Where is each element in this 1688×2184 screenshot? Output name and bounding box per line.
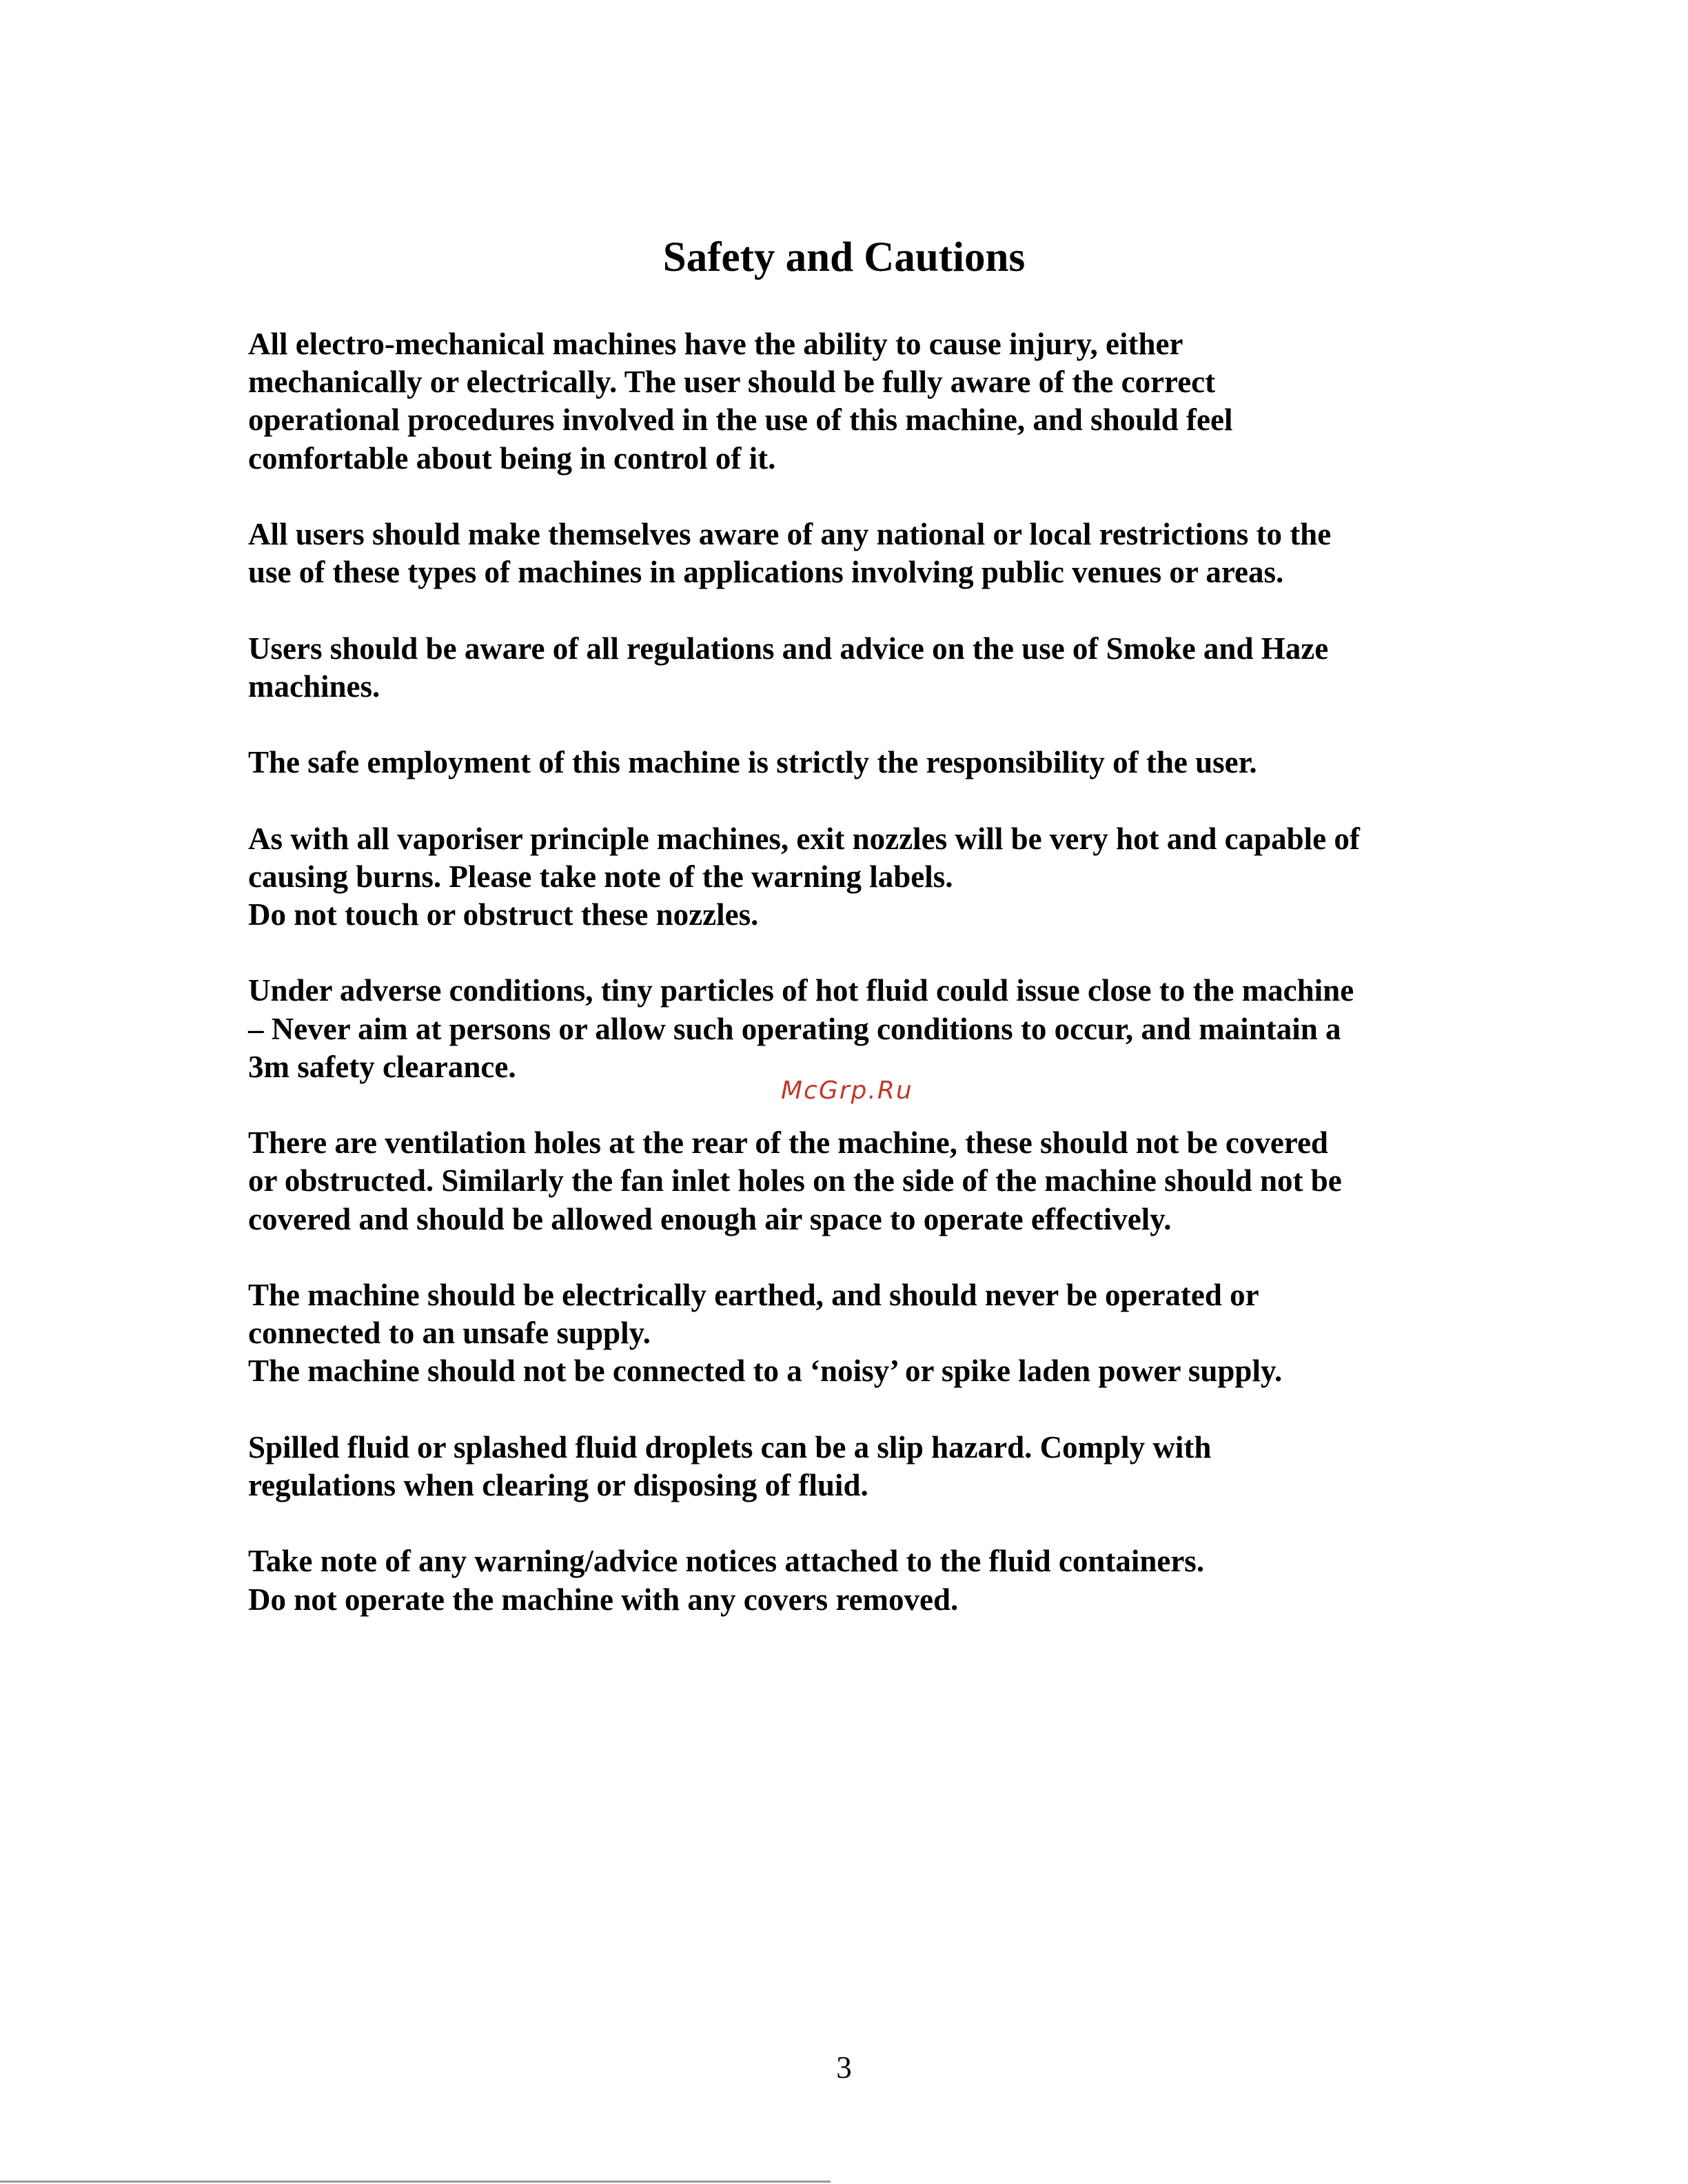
paragraph-line: The machine should be electrically earthed, and should never be operated or [248,1277,1259,1312]
paragraph-line: covered and should be allowed enough air space to operate effectively. [248,1201,1172,1236]
paragraph-responsibility [248,744,1447,782]
paragraph-line: All users should make themselves aware of any national or local restrictions to the [248,517,1332,551]
page-title: Safety and Cautions [662,234,1026,280]
safety-content [248,325,1447,1657]
paragraph-line: regulations when clearing or disposing of fluid. [248,1467,868,1502]
watermark: McGrp.Ru [781,1076,913,1105]
paragraph-electrical [248,1276,1447,1391]
paragraph-line: Spilled fluid or splashed fluid droplets can be a slip hazard. Comply with [248,1429,1212,1464]
paragraph-restrictions [248,516,1447,591]
paragraph-ventilation [248,1124,1447,1238]
paragraph-line: causing burns. Please take note of the warning labels. [248,859,953,894]
page-number: 3 [836,2050,852,2085]
paragraph-notices [248,1542,1447,1618]
paragraph-line: operational procedures involved in the use of this machine, and should feel [248,402,1233,438]
paragraph-line: mechanically or electrically. The user should be fully aware of the correct [248,365,1216,400]
paragraph-line: Do not operate the machine with any covers removed. [248,1582,959,1617]
paragraph-line: use of these types of machines in applications involving public venues or areas. [248,555,1284,590]
paragraph-line: The safe employment of this machine is strictly the responsibility of the user. [248,745,1257,780]
paragraph-line: Do not touch or obstruct these nozzles. [248,897,759,932]
paragraph-line: There are ventilation holes at the rear of the machine, these should not be covered [248,1125,1328,1161]
paragraph-line: As with all vaporiser principle machines, exit nozzles will be very hot and capable of [248,821,1360,856]
paragraph-line: machines. [248,669,380,704]
paragraph-line: or obstructed. Similarly the fan inlet holes on the side of the machine should not be [248,1163,1342,1198]
paragraph-hot-nozzles [248,820,1447,935]
paragraph-general-risk [248,325,1447,478]
paragraph-regulations [248,630,1447,706]
paragraph-hot-fluid [248,972,1447,1086]
paragraph-slip-hazard [248,1429,1447,1504]
paragraph-line: – Never aim at persons or allow such operating conditions to occur, and maintain a [248,1011,1341,1046]
paragraph-line: Take note of any warning/advice notices attached to the fluid containers. [248,1544,1205,1579]
paragraph-line: 3m safety clearance. [248,1049,516,1084]
paragraph-line: Users should be aware of all regulations and advice on the use of Smoke and Haze [248,631,1329,666]
paragraph-line: comfortable about being in control of it. [248,440,776,476]
paragraph-line: All electro-mechanical machines have the ability to cause injury, either [248,327,1183,361]
paragraph-line: connected to an unsafe supply. [248,1316,651,1351]
bottom-rule [0,2181,831,2183]
paragraph-line: The machine should not be connected to a ‘noisy’ or spike laden power supply. [248,1354,1283,1389]
paragraph-line: Under adverse conditions, tiny particles of hot fluid could issue close to the machine [248,973,1354,1008]
